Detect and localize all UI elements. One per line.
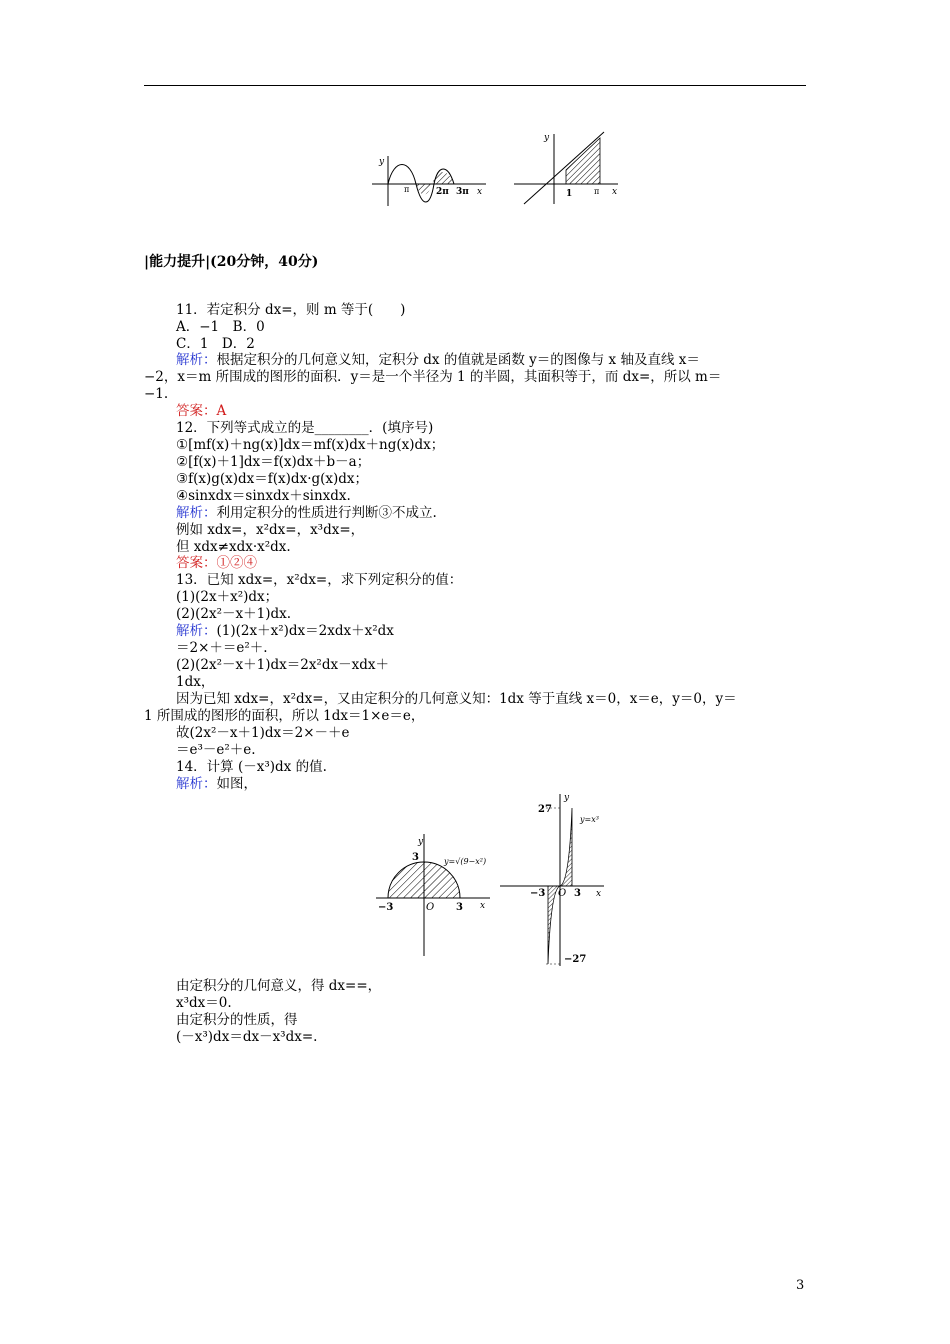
top-label: 27 (538, 804, 552, 815)
y-label: y (418, 837, 424, 847)
text-line: 14．计算 (－x³)dx 的值. (176, 759, 327, 775)
text-line: 11．若定积分 dx=，则 m 等于( ) (176, 302, 406, 318)
x-label: x (477, 187, 483, 197)
answer-line: 答案：①②④ (176, 555, 257, 571)
two-pi-label: 2π (436, 187, 449, 197)
text-line: 例如 xdx=，x²dx=，x³dx=， (176, 522, 365, 538)
text-line: 由定积分的几何意义，得 dx==， (176, 978, 382, 994)
page-number: 3 (796, 1278, 805, 1293)
text-line: ＝2×＋＝e²＋. (176, 640, 268, 656)
three-pi-label: 3π (456, 187, 469, 197)
neg-three-label: −3 (530, 888, 546, 899)
text-line: 因为已知 xdx=，x²dx=，又由定积分的几何意义知：1dx 等于直线 x＝0，x＝e，y＝0，y＝ (176, 691, 737, 707)
y-label: y (544, 133, 550, 143)
text-line: (2)(2x²－x＋1)dx＝2x²dx－xdx＋ (176, 657, 389, 673)
figure-bottom-left (372, 830, 500, 960)
curve-label: y=√(9−x²) (444, 857, 487, 866)
x-label: x (480, 901, 486, 911)
text-line: A．−1 B．0 (176, 319, 265, 335)
analysis-line: 解析：(1)(2x＋x²)dx＝2xdx＋x²dx (176, 623, 394, 639)
analysis-label: 解析： (176, 505, 217, 521)
text-line: x³dx＝0. (176, 995, 232, 1011)
pi-label: π (594, 187, 600, 196)
analysis-label: 解析： (176, 352, 217, 368)
figure-top-right (512, 128, 624, 208)
text-line: 13．已知 xdx=，x²dx=，求下列定积分的值： (176, 572, 463, 588)
section-title: |能力提升|(20分钟，40分) (144, 254, 319, 270)
three-label: 3 (574, 888, 581, 899)
three-right-label: 3 (456, 902, 463, 913)
text-line: −2，x＝m 所围成的图形的面积．y＝是一个半径为 1 的半圆，其面积等于，而 dx=，所以 m＝ (144, 369, 722, 385)
x-label: x (596, 889, 602, 899)
one-label: 1 (566, 189, 573, 199)
analysis-line: 解析：根据定积分的几何意义知，定积分 dx 的值就是函数 y＝的图像与 x 轴及直线 x＝ (176, 352, 700, 368)
text-line: 由定积分的性质，得 (176, 1012, 298, 1028)
y-label: y (379, 157, 385, 167)
analysis-line: 解析：利用定积分的性质进行判断③不成立. (176, 505, 437, 521)
three-top-label: 3 (412, 852, 419, 863)
curve-label: y=x³ (580, 815, 599, 824)
pi-label: π (404, 185, 410, 194)
neg-three-label: −3 (378, 902, 394, 913)
text-line: 但 xdx≠xdx·x²dx. (176, 539, 291, 555)
origin-label: O (558, 888, 567, 899)
text-line: −1. (144, 386, 169, 402)
figure-bottom-right (496, 790, 620, 968)
analysis-line: 解析：如图， (176, 776, 257, 792)
analysis-label: 解析： (176, 776, 217, 792)
answer-line: 答案：A (176, 403, 227, 419)
text-line: 1dx， (176, 674, 215, 690)
figure-top-left (368, 150, 490, 212)
header-rule (144, 85, 806, 86)
text-line: 故(2x²－x＋1)dx＝2×－＋e (176, 725, 350, 741)
text-line: ④sinxdx＝sinxdx＋sinxdx. (176, 488, 351, 504)
text-line: ＝e³－e²＋e. (176, 742, 256, 758)
analysis-label: 解析： (176, 623, 217, 639)
text-line: 1 所围成的图形的面积，所以 1dx＝1×e＝e， (144, 708, 425, 724)
text-line: 12．下列等式成立的是________．(填序号) (176, 420, 434, 436)
text-line: (1)(2x＋x²)dx； (176, 589, 279, 605)
text-line: C．1 D．2 (176, 336, 255, 352)
x-label: x (612, 187, 618, 197)
text-line: ③f(x)g(x)dx＝f(x)dx·g(x)dx； (176, 471, 369, 487)
text-line: (－x³)dx＝dx－x³dx=. (176, 1029, 318, 1045)
origin-label: O (426, 902, 435, 913)
y-label: y (564, 793, 570, 803)
text-line: ②[f(x)＋1]dx＝f(x)dx＋b－a； (176, 454, 371, 470)
text-line: ①[mf(x)＋ng(x)]dx＝mf(x)dx＋ng(x)dx； (176, 437, 445, 453)
bottom-label: −27 (564, 954, 587, 965)
text-line: (2)(2x²－x＋1)dx. (176, 606, 292, 622)
